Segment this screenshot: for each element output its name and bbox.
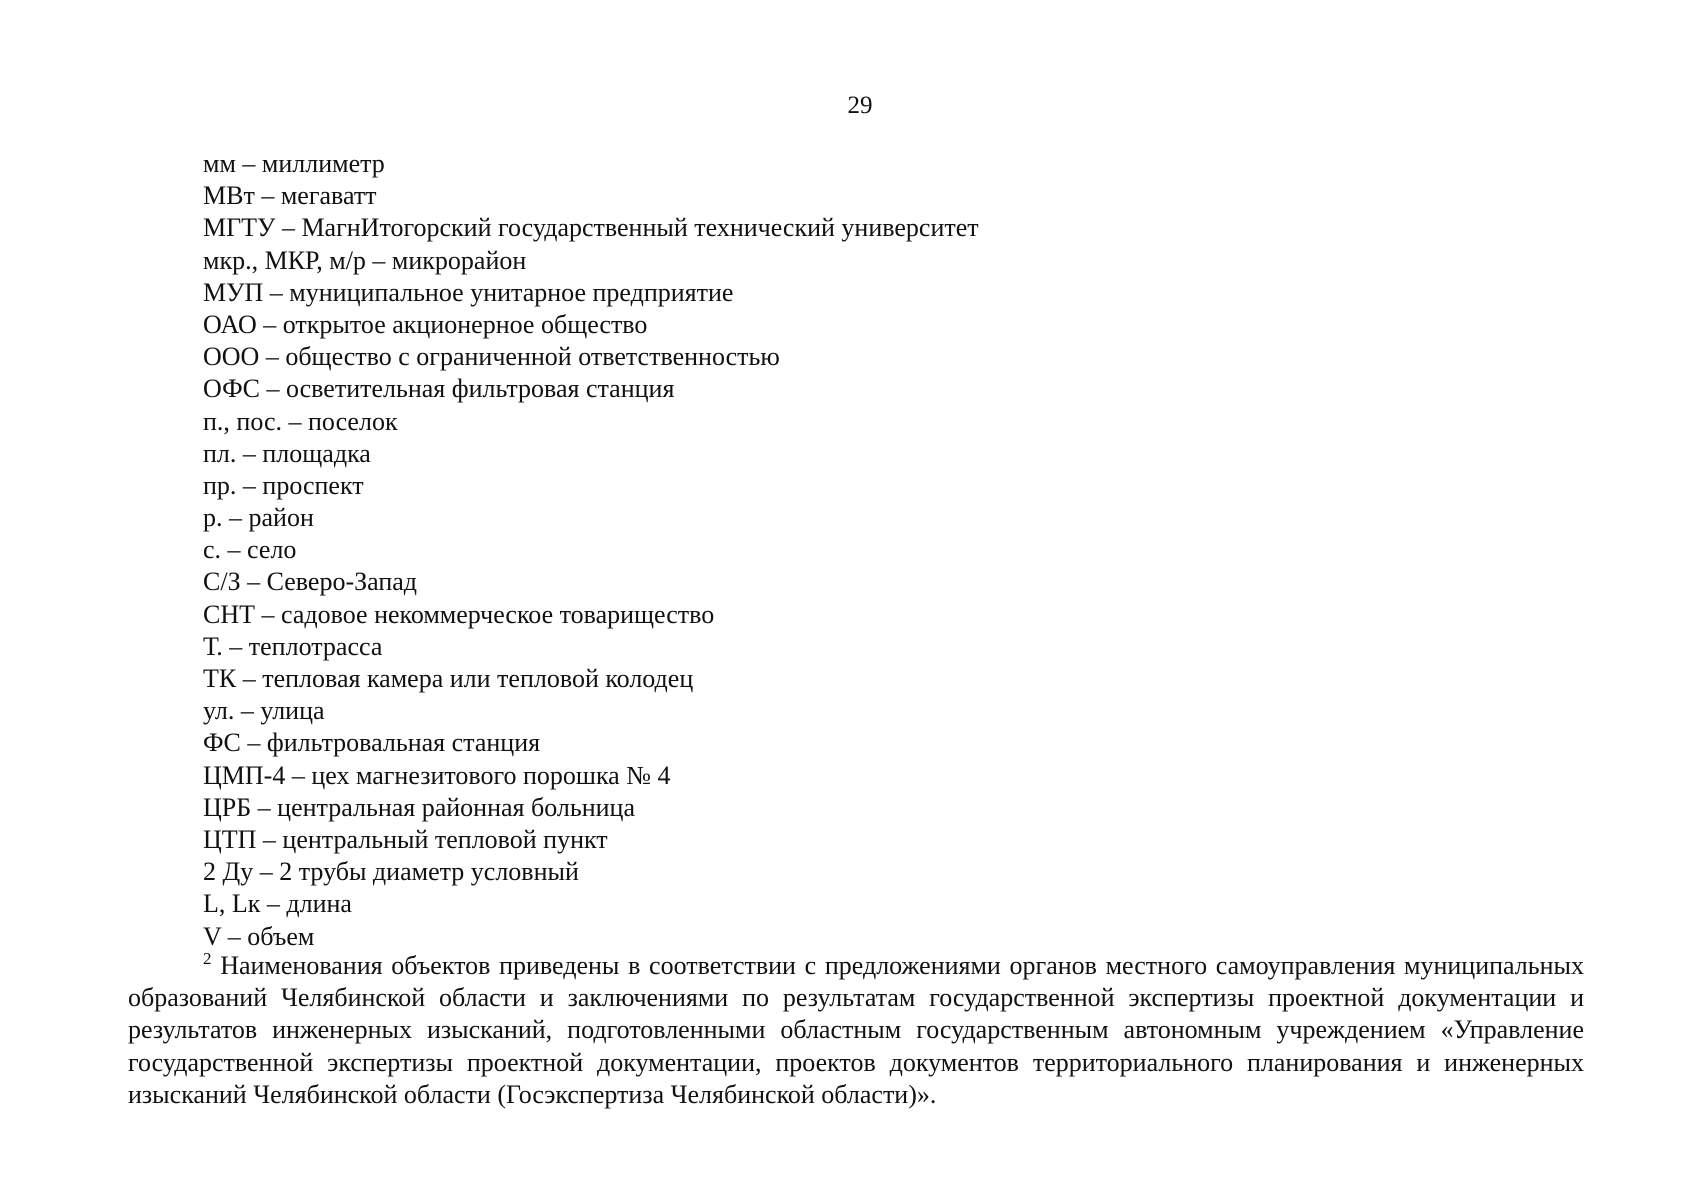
abbreviation-item: 2 Ду – 2 трубы диаметр условный [203,857,579,887]
abbreviation-item: L, Lк – длина [203,889,352,919]
abbreviation-item: Т. – теплотрасса [203,631,383,661]
footnote-text: Наименования объектов приведены в соответствии с предложениями органов местного самоуправления муниципальных образований Челябинской области и заключениями по результатам государственной экспертизы проектной документации и результатов инженерных изысканий, подготовленными областным государственным автономным учреждением «Управление государственной экспертизы проектной документации, проектов документов территориального планирования и инженерных изысканий Челябинской области (Госэкспертиза Челябинской области)». [128,951,1585,1109]
abbreviation-list [203,148,979,953]
abbreviation-item: пр. – проспект [203,470,364,500]
footnote-marker: 2 [203,949,212,968]
abbreviation-item: ЦТП – центральный тепловой пункт [203,824,608,854]
footnote [128,950,1584,1111]
abbreviation-item: МВт – мегаватт [203,181,377,211]
abbreviation-item: ФС – фильтровальная станция [203,728,541,758]
abbreviation-item: V – объем [203,921,315,951]
abbreviation-item: ул. – улица [203,696,325,726]
page-number: 29 [847,92,873,119]
abbreviation-item: МУП – муниципальное унитарное предприятие [203,277,734,307]
abbreviation-item: МГТУ – МагнИтогорский государственный технический университет [203,213,979,243]
abbreviation-item: пл. – площадка [203,438,371,468]
abbreviation-item: с. – село [203,535,297,565]
abbreviation-item: ООО – общество с ограниченной ответственностью [203,342,780,372]
abbreviation-item: СНТ – садовое некоммерческое товарищество [203,599,715,629]
abbreviation-item: р. – район [203,503,314,533]
abbreviation-item: мкр., МКР, м/р – микрорайон [203,245,527,275]
abbreviation-item: ОФС – осветительная фильтровая станция [203,374,675,404]
abbreviation-item: ОАО – открытое акционерное общество [203,309,648,339]
abbreviation-item: ЦМП-4 – цех магнезитового порошка № 4 [203,760,671,790]
abbreviation-item: п., пос. – поселок [203,406,398,436]
abbreviation-item: ЦРБ – центральная районная больница [203,792,636,822]
abbreviation-item: мм – миллиметр [203,149,385,178]
abbreviation-item: ТК – тепловая камера или тепловой колодец [203,664,694,693]
abbreviation-item: С/З – Северо-Запад [203,567,418,597]
